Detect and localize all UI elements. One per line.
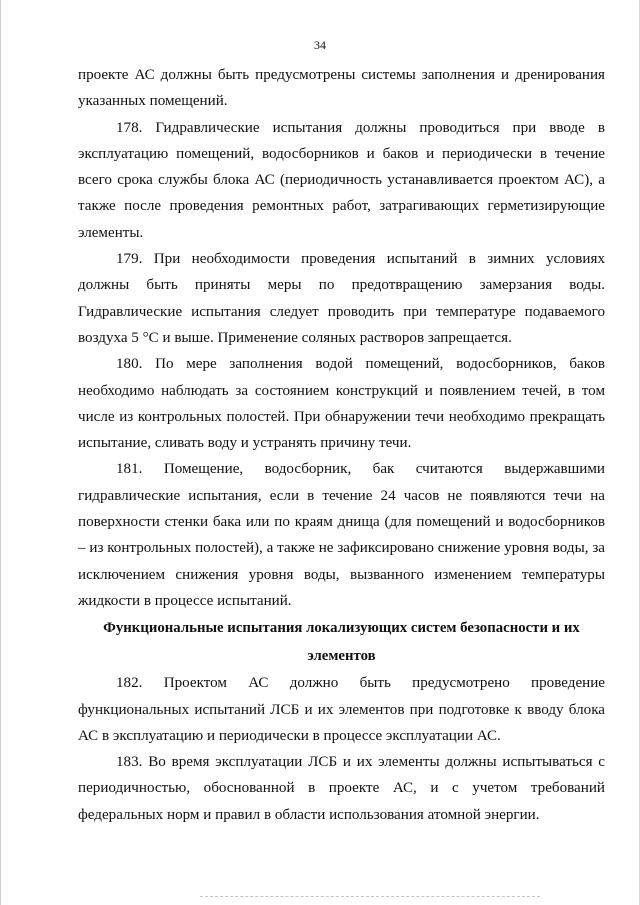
- paragraph-178: 178. Гидравлические испытания должны проводиться при вводе в эксплуатацию помещений, водосборников и баков и периодически в течение всего срока службы блока АС (периодичность устанавливается проектом АС), а также после проведения ремонтных работ, затрагивающих герметизирующие элементы.: [78, 119, 605, 241]
- paragraph-continuation: проекте АС должны быть предусмотрены системы заполнения и дренирования указанных помещений.: [78, 67, 605, 110]
- page-number: 34: [314, 38, 326, 52]
- section-heading: Функциональные испытания локализующих систем безопасности и их элементов: [103, 620, 580, 664]
- paragraph-182: 182. Проектом АС должно быть предусмотрено проведение функциональных испытаний ЛСБ и их элементов при подготовке к вводу блока АС в эксплуатацию и периодически в процессе эксплуатации АС.: [78, 675, 605, 744]
- paragraph-181: 181. Помещение, водосборник, бак считаются выдержавшими гидравлические испытания, если в течение 24 часов не появляются течи на поверхности стенки бака или по краям днища (для помещений и водосборников – из контрольных полостей), а также не зафиксировано снижение уровня воды, за исключением снижения уровня воды, вызванного изменением температуры жидкости в процессе испытаний.: [78, 461, 605, 609]
- paragraph-183: 183. Во время эксплуатации ЛСБ и их элементы должны испытываться с периодичностью, обоснованной в проекте АС, и с учетом требований федеральных норм и правил в области использования атомной энергии.: [78, 754, 605, 823]
- document-body: [78, 62, 605, 828]
- scan-left-edge: [0, 0, 1, 905]
- scan-bottom-marks: [200, 896, 540, 897]
- paragraph-179: 179. При необходимости проведения испытаний в зимних условиях должны быть приняты меры по предотвращению замерзания воды. Гидравлические испытания следует проводить при температуре подаваемого воздуха 5 °С и выше. Применение соляных растворов запрещается.: [78, 251, 605, 346]
- paragraph-180: 180. По мере заполнения водой помещений, водосборников, баков необходимо наблюдать за состоянием конструкций и появлением течей, в том числе из контрольных полостей. При обнаружении течи необходимо прекращать испытание, сливать воду и устранять причину течи.: [78, 356, 605, 452]
